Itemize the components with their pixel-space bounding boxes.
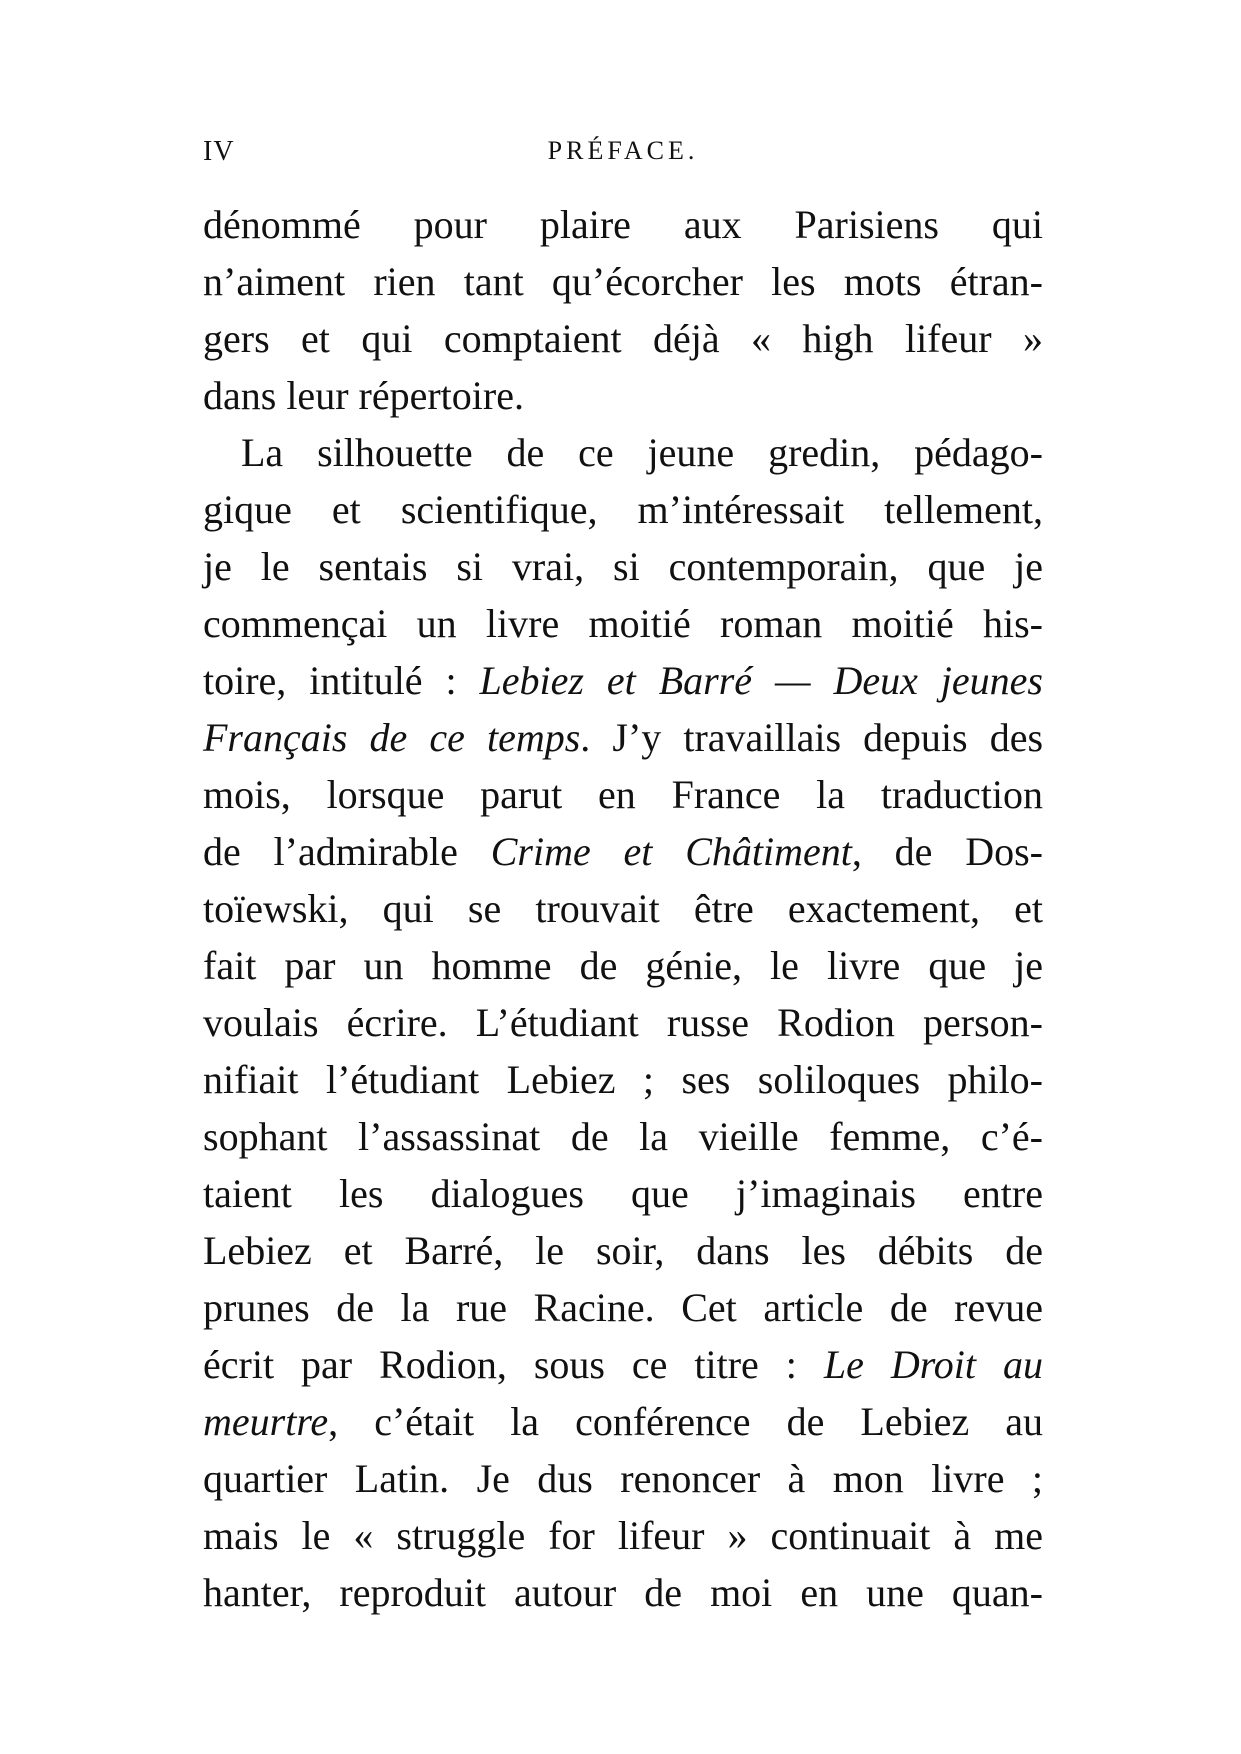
- roman-text: sophant l’assassinat de la vieille femme, c’é-: [203, 1114, 1043, 1159]
- text-line: [203, 196, 1043, 253]
- roman-text: gers et qui comptaient déjà « high lifeur »: [203, 316, 1043, 361]
- roman-text: gique et scientifique, m’intéressait tellement,: [203, 487, 1043, 532]
- text-line: [203, 310, 1043, 367]
- text-line: [203, 1279, 1043, 1336]
- text-line: [203, 1393, 1043, 1450]
- roman-text: écrit par Rodion, sous ce titre :: [203, 1342, 824, 1387]
- text-line: [203, 1564, 1043, 1621]
- roman-text: hanter, reproduit autour de moi en une quan-: [203, 1570, 1043, 1615]
- text-line: [203, 253, 1043, 310]
- italic-text: Le Droit au: [823, 1342, 1043, 1387]
- text-line: [203, 766, 1043, 823]
- roman-text: Lebiez et Barré, le soir, dans les débits de: [203, 1228, 1043, 1273]
- text-line: [203, 652, 1043, 709]
- text-line: [203, 367, 1043, 424]
- text-line: [203, 1222, 1043, 1279]
- text-line: [203, 1108, 1043, 1165]
- roman-text: , de Dos-: [851, 829, 1043, 874]
- text-line: [203, 1051, 1043, 1108]
- roman-text: voulais écrire. L’étudiant russe Rodion person-: [203, 1000, 1043, 1045]
- roman-text: toire, intitulé :: [203, 658, 480, 703]
- text-line: [203, 1450, 1043, 1507]
- roman-text: dans leur répertoire.: [203, 373, 524, 418]
- italic-text: Lebiez et Barré — Deux jeunes: [479, 658, 1043, 703]
- roman-text: mois, lorsque parut en France la traduction: [203, 772, 1043, 817]
- text-line: [203, 994, 1043, 1051]
- header-title: PRÉFACE.: [547, 136, 699, 165]
- italic-text: Français de ce temps: [203, 715, 581, 760]
- page-number: IV: [203, 136, 235, 167]
- body-text: [203, 196, 1043, 1621]
- text-line: [203, 937, 1043, 994]
- roman-text: mais le « struggle for lifeur » continuait à me: [203, 1513, 1043, 1558]
- text-line: [203, 1507, 1043, 1564]
- roman-text: . J’y travaillais depuis des: [580, 715, 1044, 760]
- text-line: [203, 709, 1043, 766]
- roman-text: taient les dialogues que j’imaginais entre: [203, 1171, 1043, 1216]
- roman-text: nifiait l’étudiant Lebiez ; ses soliloques philo-: [203, 1057, 1043, 1102]
- roman-text: prunes de la rue Racine. Cet article de revue: [203, 1285, 1043, 1330]
- italic-text: meurtre: [203, 1399, 329, 1444]
- roman-text: quartier Latin. Je dus renoncer à mon livre ;: [203, 1456, 1043, 1501]
- text-line: [203, 481, 1043, 538]
- text-line: [203, 1336, 1043, 1393]
- roman-text: je le sentais si vrai, si contemporain, que je: [203, 544, 1043, 589]
- running-head: [203, 136, 1043, 176]
- text-line: [203, 1165, 1043, 1222]
- italic-text: Crime et Châtiment: [490, 829, 852, 874]
- text-line: [203, 880, 1043, 937]
- roman-text: dénommé pour plaire aux Parisiens qui: [203, 202, 1043, 247]
- text-line: [203, 538, 1043, 595]
- roman-text: La silhouette de ce jeune gredin, pédago-: [241, 430, 1043, 475]
- roman-text: de l’admirable: [203, 829, 491, 874]
- roman-text: toïewski, qui se trouvait être exactement, et: [203, 886, 1043, 931]
- roman-text: n’aiment rien tant qu’écorcher les mots étran-: [203, 259, 1043, 304]
- text-line: [203, 823, 1043, 880]
- text-line: [203, 595, 1043, 652]
- roman-text: commençai un livre moitié roman moitié his-: [203, 601, 1043, 646]
- roman-text: fait par un homme de génie, le livre que je: [203, 943, 1043, 988]
- text-line: [203, 424, 1043, 481]
- roman-text: , c’était la conférence de Lebiez au: [328, 1399, 1043, 1444]
